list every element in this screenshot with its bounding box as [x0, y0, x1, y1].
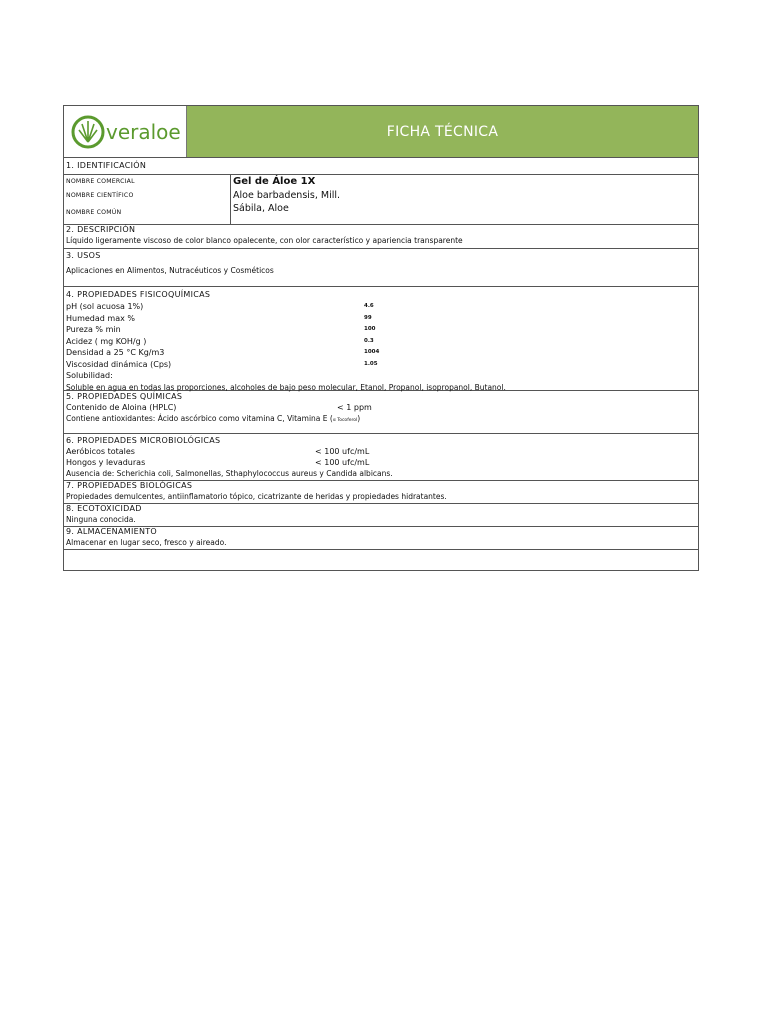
section-heading: 5. PROPIEDADES QUÍMICAS [66, 392, 183, 401]
property-value: 100 [364, 326, 376, 332]
solubilidad-text: Soluble en agua en todas las proporciones, alcoholes de bajo peso molecular, Etanol, Propanol, isopropanol, Butanol. [66, 382, 506, 392]
property-value: < 100 ufc/mL [315, 458, 370, 467]
property-row [64, 347, 698, 359]
property-value: 1004 [364, 349, 380, 355]
section-almacenamiento [64, 527, 698, 550]
property-label: Acidez ( mg KOH/g ) [66, 336, 147, 346]
property-label: Humedad max % [66, 313, 135, 323]
ausencia-text: Ausencia de: Scherichia coli, Salmonellas, Sthaphylococcus aureus y Candida albicans. [66, 469, 393, 478]
value-nombre-comercial: Gel de Áloe 1X [233, 176, 316, 187]
property-row [64, 457, 698, 468]
section-heading: 6. PROPIEDADES MICROBIOLÓGICAS [66, 436, 221, 445]
label-nombre-comercial: NOMBRE COMERCIAL [66, 178, 135, 185]
section-quimicas [64, 391, 698, 434]
solubilidad-label: Solubilidad: [66, 371, 113, 380]
property-value: 0.3 [364, 337, 374, 344]
property-value: < 1 ppm [337, 403, 372, 412]
section-heading: 9. ALMACENAMIENTO [66, 527, 158, 536]
section-heading: 8. ECOTOXICIDAD [66, 504, 142, 513]
antioxidantes-text: Contiene antioxidantes: Ácido ascórbico como vitamina C, Vitamina E (α Tocoferol) [66, 414, 361, 423]
property-value: < 100 ufc/mL [315, 447, 370, 456]
sheet-header [64, 106, 698, 158]
property-label: Contenido de Aloina (HPLC) [66, 403, 177, 412]
property-label: pH (sol acuosa 1%) [66, 302, 144, 311]
property-row [64, 301, 698, 313]
property-label: Densidad a 25 °C Kg/m3 [66, 348, 165, 357]
property-row [64, 313, 698, 325]
section-heading: 3. USOS [66, 251, 101, 260]
value-nombre-comun: Sábila, Aloe [233, 203, 289, 214]
logo-text: veraloe [106, 119, 181, 144]
section-heading: 2. DESCRIPCIÓN [66, 225, 136, 234]
page-title: FICHA TÉCNICA [187, 106, 698, 157]
property-row [64, 370, 698, 382]
empty-row [64, 550, 698, 570]
property-label: Aeróbicos totales [66, 447, 135, 456]
description-text: Líquido ligeramente viscoso de color blanco opalecente, con olor característico y apariencia transparente [66, 236, 463, 245]
property-label: Viscosidad dinámica (Cps) [66, 359, 172, 369]
section-usos [64, 249, 698, 287]
ecotoxicidad-text: Ninguna conocida. [66, 515, 136, 524]
biologicas-text: Propiedades demulcentes, antiinflamatorio tópico, cicatrizante de heridas y propiedades hidratantes. [66, 492, 447, 501]
property-value: 4.6 [364, 303, 374, 309]
section-identificacion [64, 158, 698, 225]
property-label: Pureza % min [66, 325, 121, 334]
property-row [64, 402, 698, 413]
label-nombre-comun: NOMBRE COMÚN [66, 209, 122, 216]
property-row [64, 446, 698, 457]
usos-text: Aplicaciones en Alimentos, Nutracéuticos y Cosméticos [66, 266, 274, 275]
section-heading: 1. IDENTIFICACIÓN [66, 161, 147, 170]
property-row [64, 359, 698, 371]
label-nombre-cientifico: NOMBRE CIENTÍFICO [66, 192, 134, 199]
value-nombre-cientifico: Aloe barbadensis, Mill. [233, 190, 341, 201]
property-value: 99 [364, 314, 372, 321]
section-heading: 4. PROPIEDADES FISICOQUÍMICAS [66, 290, 211, 299]
almacenamiento-text: Almacenar en lugar seco, fresco y aireado. [66, 538, 227, 547]
property-label: Hongos y levaduras [66, 458, 146, 467]
section-biologicas [64, 481, 698, 504]
veraloe-logo [64, 106, 187, 157]
aloe-leaf-icon [68, 112, 182, 152]
section-microbiologicas [64, 434, 698, 481]
property-row [64, 336, 698, 348]
section-ecotoxicidad [64, 504, 698, 527]
technical-sheet [63, 105, 699, 571]
property-row [64, 324, 698, 336]
section-heading: 7. PROPIEDADES BIOLÓGICAS [66, 481, 193, 490]
section-fisicoquimicas [64, 287, 698, 391]
property-value: 1.05 [364, 360, 378, 367]
section-descripcion [64, 225, 698, 249]
